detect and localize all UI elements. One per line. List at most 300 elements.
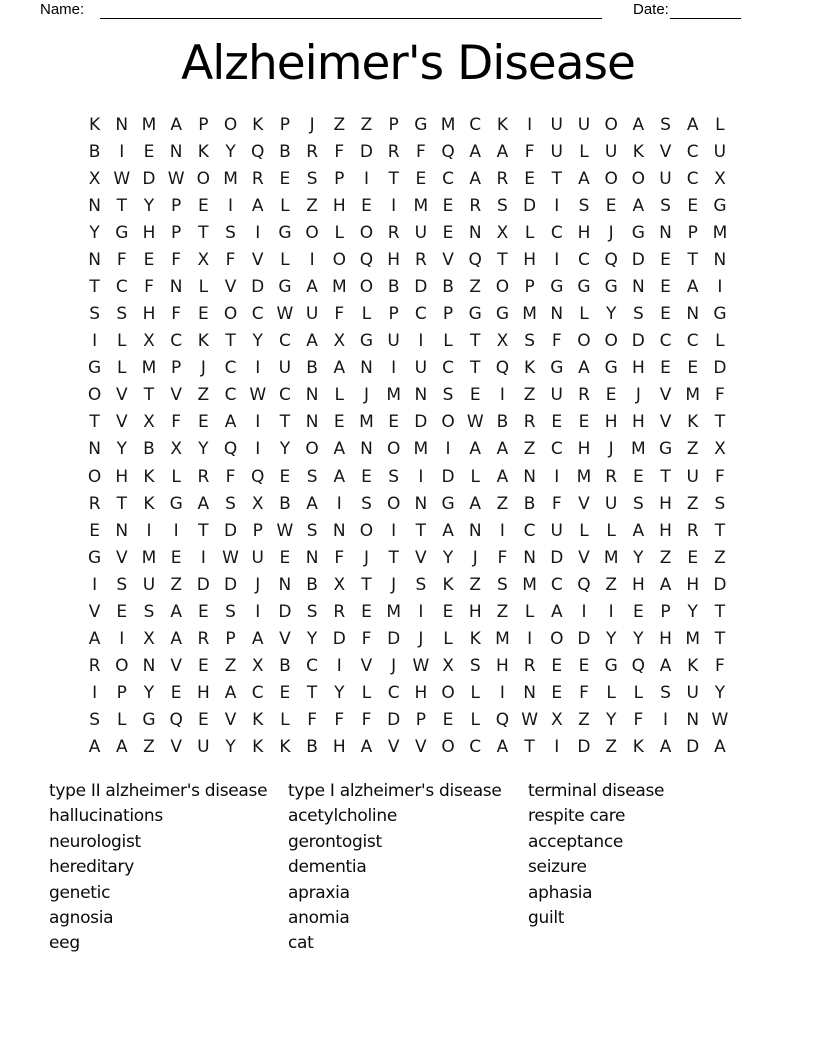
grid-cell: I xyxy=(173,520,179,541)
grid-cell: Y xyxy=(442,547,454,568)
grid-cell: T xyxy=(225,331,236,352)
grid-cell: T xyxy=(497,249,508,270)
grid-cell: T xyxy=(470,331,481,352)
grid-cell: T xyxy=(89,277,100,297)
grid-cell: D xyxy=(223,520,238,541)
grid-cell: Z xyxy=(686,493,699,514)
grid-cell: P xyxy=(388,114,399,135)
grid-cell: H xyxy=(332,737,346,758)
grid-cell: J xyxy=(363,547,369,568)
grid-cell: Q xyxy=(169,710,183,731)
grid-cell: G xyxy=(115,222,129,243)
grid-cell: E xyxy=(143,141,155,162)
word-item: acceptance xyxy=(528,831,624,852)
grid-cell: H xyxy=(659,520,672,541)
grid-cell: T xyxy=(198,222,209,243)
grid-cell: N xyxy=(523,683,536,704)
grid-cell: U xyxy=(278,358,292,379)
grid-cell: N xyxy=(686,304,700,325)
grid-cell: N xyxy=(686,710,700,731)
grid-cell: A xyxy=(632,520,645,541)
grid-cell: I xyxy=(119,629,125,650)
grid-cell: A xyxy=(469,493,482,514)
grid-cell: V xyxy=(251,249,264,270)
grid-cell: E xyxy=(632,466,644,487)
grid-cell: C xyxy=(170,331,183,352)
grid-cell: O xyxy=(305,222,319,243)
grid-cell: I xyxy=(499,385,505,406)
grid-cell: R xyxy=(496,168,509,189)
grid-cell: N xyxy=(659,222,672,243)
grid-cell: O xyxy=(305,439,319,460)
grid-cell: V xyxy=(659,412,672,433)
grid-cell: E xyxy=(388,412,400,433)
word-list-column xyxy=(288,779,502,957)
grid-cell: K xyxy=(143,493,155,514)
grid-cell: F xyxy=(171,249,182,270)
word-item: type II alzheimer's disease xyxy=(49,781,268,801)
grid-cell: K xyxy=(252,114,264,135)
grid-cell: T xyxy=(388,547,399,568)
grid-cell: B xyxy=(306,737,318,758)
grid-cell: L xyxy=(470,466,480,487)
grid-cell: C xyxy=(278,385,291,406)
grid-cell: R xyxy=(523,656,536,677)
grid-cell: N xyxy=(305,385,319,406)
grid-cell: S xyxy=(660,683,671,704)
grid-cell: S xyxy=(632,493,644,514)
grid-cell: D xyxy=(142,168,156,189)
grid-cell: M xyxy=(685,385,701,406)
grid-cell: S xyxy=(388,466,400,487)
grid-cell: G xyxy=(142,710,156,731)
grid-cell: N xyxy=(332,520,346,541)
grid-cell: E xyxy=(89,520,100,541)
grid-cell: P xyxy=(171,358,182,379)
grid-cell: I xyxy=(336,656,342,677)
grid-cell: B xyxy=(523,493,536,514)
grid-cell: N xyxy=(142,656,156,677)
grid-cell: N xyxy=(88,439,101,460)
grid-cell: D xyxy=(387,629,401,650)
grid-cell: P xyxy=(524,277,535,297)
grid-cell: F xyxy=(361,629,372,650)
grid-cell: E xyxy=(687,358,699,379)
grid-cell: F xyxy=(715,466,725,487)
grid-cell: O xyxy=(87,466,102,487)
grid-cell: Z xyxy=(469,277,482,297)
grid-cell: T xyxy=(143,385,155,406)
grid-cell: E xyxy=(170,547,182,568)
grid-cell: I xyxy=(581,601,587,622)
grid-cell: A xyxy=(306,493,318,514)
word-item: aphasia xyxy=(528,882,593,903)
grid-cell: U xyxy=(686,683,699,704)
grid-cell: O xyxy=(495,277,510,297)
grid-cell: H xyxy=(468,601,482,622)
grid-cell: A xyxy=(251,195,264,216)
grid-cell: F xyxy=(307,710,317,731)
grid-cell: S xyxy=(89,304,100,325)
grid-cell: S xyxy=(225,493,236,514)
grid-cell: S xyxy=(415,574,427,595)
grid-cell: E xyxy=(197,304,209,325)
grid-cell: N xyxy=(115,114,129,135)
grid-cell: Q xyxy=(441,141,455,162)
word-item: apraxia xyxy=(288,882,350,903)
grid-cell: I xyxy=(418,331,424,352)
grid-cell: I xyxy=(391,520,397,541)
grid-cell: G xyxy=(713,304,727,325)
grid-cell: G xyxy=(278,222,292,243)
grid-cell: Q xyxy=(495,358,510,379)
grid-cell: K xyxy=(496,114,508,135)
grid-cell: U xyxy=(251,547,264,568)
grid-cell: G xyxy=(550,277,564,297)
grid-cell: L xyxy=(579,520,589,541)
grid-cell: E xyxy=(551,683,563,704)
grid-cell: O xyxy=(577,331,591,352)
grid-cell: F xyxy=(225,249,236,270)
grid-cell: D xyxy=(631,331,645,352)
grid-cell: C xyxy=(414,304,427,325)
grid-cell: E xyxy=(361,195,372,216)
grid-cell: Y xyxy=(252,331,263,352)
grid-cell: N xyxy=(523,466,536,487)
grid-cell: A xyxy=(442,520,454,541)
grid-cell: T xyxy=(116,195,127,216)
grid-cell: V xyxy=(224,710,237,731)
grid-cell: C xyxy=(659,331,672,352)
grid-cell: Q xyxy=(631,656,646,677)
grid-cell: E xyxy=(469,385,481,406)
grid-cell: W xyxy=(167,168,185,189)
grid-cell: E xyxy=(279,683,291,704)
grid-cell: H xyxy=(142,222,156,243)
grid-cell: Z xyxy=(143,737,155,758)
grid-cell: V xyxy=(578,493,590,514)
grid-cell: G xyxy=(414,114,428,135)
grid-cell: V xyxy=(170,737,182,758)
grid-cell: E xyxy=(415,168,427,189)
grid-cell: U xyxy=(414,358,428,379)
grid-cell: W xyxy=(521,710,538,731)
grid-cell: L xyxy=(280,710,290,731)
grid-cell: E xyxy=(116,601,128,622)
word-item: hereditary xyxy=(49,857,134,878)
grid-cell: M xyxy=(495,629,510,650)
grid-cell: F xyxy=(715,385,725,406)
grid-cell: D xyxy=(686,737,700,758)
grid-cell: C xyxy=(686,168,699,189)
grid-cell: H xyxy=(686,574,700,595)
grid-cell: Q xyxy=(251,466,265,487)
grid-cell: J xyxy=(418,629,424,650)
grid-cell: A xyxy=(469,141,482,162)
grid-cell: A xyxy=(496,466,509,487)
grid-cell: R xyxy=(88,493,101,514)
grid-cell: S xyxy=(632,304,644,325)
grid-cell: Z xyxy=(578,710,590,731)
grid-cell: C xyxy=(469,114,482,135)
grid-cell: E xyxy=(279,168,291,189)
grid-cell: J xyxy=(608,439,614,460)
grid-cell: J xyxy=(363,385,369,406)
grid-cell: F xyxy=(334,547,345,568)
grid-cell: K xyxy=(279,737,291,758)
grid-cell: P xyxy=(198,114,209,135)
grid-cell: E xyxy=(578,656,590,677)
grid-cell: M xyxy=(631,439,646,460)
grid-cell: I xyxy=(608,601,614,622)
grid-cell: G xyxy=(604,358,618,379)
grid-cell: G xyxy=(278,277,292,297)
grid-cell: M xyxy=(359,412,374,433)
grid-cell: L xyxy=(606,520,616,541)
grid-cell: H xyxy=(577,439,591,460)
grid-cell: K xyxy=(252,737,264,758)
grid-cell: L xyxy=(117,358,127,379)
grid-cell: V xyxy=(387,737,400,758)
grid-cell: S xyxy=(143,601,155,622)
grid-cell: U xyxy=(550,385,563,406)
grid-cell: Y xyxy=(143,683,155,704)
grid-cell: L xyxy=(579,304,589,325)
grid-cell: A xyxy=(224,683,237,704)
grid-cell: Z xyxy=(360,114,373,135)
grid-cell: C xyxy=(387,683,400,704)
grid-cell: B xyxy=(306,574,318,595)
grid-cell: S xyxy=(116,574,128,595)
grid-cell: D xyxy=(713,574,727,595)
grid-cell: M xyxy=(141,547,157,568)
grid-cell: X xyxy=(550,710,563,731)
grid-cell: Z xyxy=(714,547,726,568)
grid-cell: S xyxy=(660,114,671,135)
grid-cell: G xyxy=(604,656,618,677)
grid-cell: P xyxy=(442,304,454,325)
grid-cell: A xyxy=(224,412,237,433)
grid-cell: Y xyxy=(116,439,127,460)
grid-cell: Y xyxy=(714,683,726,704)
grid-cell: L xyxy=(715,331,725,352)
grid-cell: Y xyxy=(687,601,698,622)
grid-cell: D xyxy=(223,574,238,595)
grid-cell: M xyxy=(603,547,619,568)
grid-cell: P xyxy=(279,114,291,135)
word-item: terminal disease xyxy=(528,781,665,801)
grid-cell: M xyxy=(413,439,429,460)
grid-cell: K xyxy=(89,114,101,135)
grid-cell: J xyxy=(255,574,261,595)
word-item: eeg xyxy=(49,933,80,954)
grid-cell: I xyxy=(391,195,397,216)
grid-cell: V xyxy=(115,385,128,406)
grid-cell: R xyxy=(306,141,318,162)
grid-cell: K xyxy=(632,141,644,162)
grid-cell: U xyxy=(197,737,210,758)
grid-cell: O xyxy=(441,412,455,433)
grid-cell: L xyxy=(117,331,127,352)
grid-cell: I xyxy=(499,520,505,541)
date-blank-line xyxy=(670,18,741,19)
grid-cell: S xyxy=(306,520,318,541)
grid-cell: H xyxy=(196,683,210,704)
grid-cell: V xyxy=(442,249,454,270)
grid-cell: D xyxy=(278,601,292,622)
grid-cell: S xyxy=(524,331,535,352)
grid-cell: J xyxy=(391,574,397,595)
grid-cell: E xyxy=(361,601,372,622)
grid-cell: U xyxy=(577,114,591,135)
grid-cell: H xyxy=(659,493,672,514)
grid-cell: U xyxy=(142,574,156,595)
grid-cell: Y xyxy=(306,629,318,650)
grid-cell: D xyxy=(251,277,265,297)
grid-cell: S xyxy=(306,168,318,189)
grid-cell: X xyxy=(496,222,509,243)
grid-cell: N xyxy=(169,141,183,162)
grid-cell: Z xyxy=(306,195,318,216)
grid-cell: J xyxy=(472,547,478,568)
grid-cell: D xyxy=(414,277,428,297)
grid-cell: I xyxy=(527,629,533,650)
grid-cell: A xyxy=(170,114,182,135)
grid-cell: A xyxy=(496,737,509,758)
grid-cell: P xyxy=(171,222,182,243)
grid-cell: Y xyxy=(633,629,644,650)
grid-cell: J xyxy=(635,385,641,406)
grid-cell: H xyxy=(631,412,645,433)
grid-cell: G xyxy=(631,222,645,243)
grid-cell: B xyxy=(306,358,318,379)
grid-cell: Y xyxy=(89,222,100,243)
grid-cell: L xyxy=(117,710,127,731)
grid-cell: Q xyxy=(495,710,510,731)
grid-cell: A xyxy=(686,114,699,135)
grid-cell: Q xyxy=(251,141,265,162)
grid-cell: T xyxy=(361,574,372,595)
grid-cell: I xyxy=(418,601,424,622)
grid-cell: G xyxy=(169,493,183,514)
grid-cell: I xyxy=(92,683,98,704)
word-item: cat xyxy=(288,933,314,954)
grid-cell: R xyxy=(197,466,210,487)
grid-cell: D xyxy=(414,412,428,433)
grid-cell: H xyxy=(631,574,645,595)
grid-cell: P xyxy=(171,195,182,216)
word-item: genetic xyxy=(49,882,111,903)
grid-cell: S xyxy=(442,385,454,406)
grid-cell: K xyxy=(687,412,699,433)
grid-cell: B xyxy=(496,412,509,433)
grid-cell: U xyxy=(387,331,400,352)
grid-cell: A xyxy=(714,737,726,758)
grid-cell: S xyxy=(497,574,508,595)
grid-cell: N xyxy=(360,439,373,460)
grid-cell: M xyxy=(576,466,592,487)
grid-cell: E xyxy=(524,168,535,189)
grid-cell: E xyxy=(551,412,563,433)
grid-cell: P xyxy=(687,222,698,243)
grid-cell: A xyxy=(659,656,672,677)
grid-cell: E xyxy=(279,547,291,568)
grid-cell: P xyxy=(388,304,399,325)
grid-cell: L xyxy=(198,277,209,297)
grid-cell: S xyxy=(225,601,236,622)
word-item: type I alzheimer's disease xyxy=(288,781,502,801)
grid-cell: I xyxy=(554,466,560,487)
grid-cell: A xyxy=(469,168,482,189)
grid-cell: O xyxy=(115,656,129,677)
grid-cell: N xyxy=(550,304,564,325)
grid-cell: A xyxy=(578,358,590,379)
grid-cell: I xyxy=(119,141,125,162)
grid-cell: D xyxy=(387,710,401,731)
grid-cell: G xyxy=(577,277,591,297)
grid-cell: N xyxy=(88,249,101,270)
grid-cell: F xyxy=(334,304,345,325)
grid-cell: R xyxy=(197,629,210,650)
grid-cell: W xyxy=(412,656,430,677)
grid-cell: I xyxy=(663,710,669,731)
grid-cell: S xyxy=(306,601,318,622)
grid-cell: G xyxy=(550,358,564,379)
grid-cell: I xyxy=(228,195,234,216)
grid-cell: O xyxy=(604,331,618,352)
grid-cell: E xyxy=(197,195,209,216)
grid-cell: A xyxy=(306,277,318,297)
grid-cell: N xyxy=(713,249,727,270)
grid-cell: O xyxy=(604,168,618,189)
grid-cell: X xyxy=(442,656,454,677)
grid-cell: E xyxy=(660,358,671,379)
word-item: respite care xyxy=(528,806,626,827)
grid-cell: L xyxy=(606,683,616,704)
grid-cell: D xyxy=(523,195,537,216)
grid-cell: R xyxy=(686,520,699,541)
grid-cell: V xyxy=(115,547,128,568)
word-item: guilt xyxy=(528,908,565,929)
grid-cell: V xyxy=(279,629,291,650)
grid-cell: L xyxy=(361,683,372,704)
grid-cell: B xyxy=(387,277,400,297)
grid-cell: L xyxy=(524,601,535,622)
grid-cell: S xyxy=(361,493,372,514)
grid-cell: D xyxy=(196,574,210,595)
grid-cell: C xyxy=(578,249,590,270)
grid-cell: K xyxy=(197,331,209,352)
grid-cell: S xyxy=(225,222,236,243)
grid-cell: S xyxy=(469,656,481,677)
word-list-column xyxy=(528,779,664,931)
grid-cell: I xyxy=(92,331,98,352)
grid-cell: C xyxy=(251,683,264,704)
grid-cell: A xyxy=(632,195,645,216)
grid-cell: L xyxy=(633,683,644,704)
grid-cell: A xyxy=(496,141,509,162)
grid-cell: X xyxy=(88,168,101,189)
grid-cell: L xyxy=(280,249,290,270)
grid-cell: A xyxy=(578,168,590,189)
grid-cell: T xyxy=(470,358,481,379)
grid-cell: I xyxy=(445,439,451,460)
grid-cell: S xyxy=(660,195,671,216)
grid-cell: X xyxy=(251,656,264,677)
word-item: gerontogist xyxy=(288,831,382,852)
grid-cell: X xyxy=(714,439,726,460)
grid-cell: R xyxy=(605,466,618,487)
